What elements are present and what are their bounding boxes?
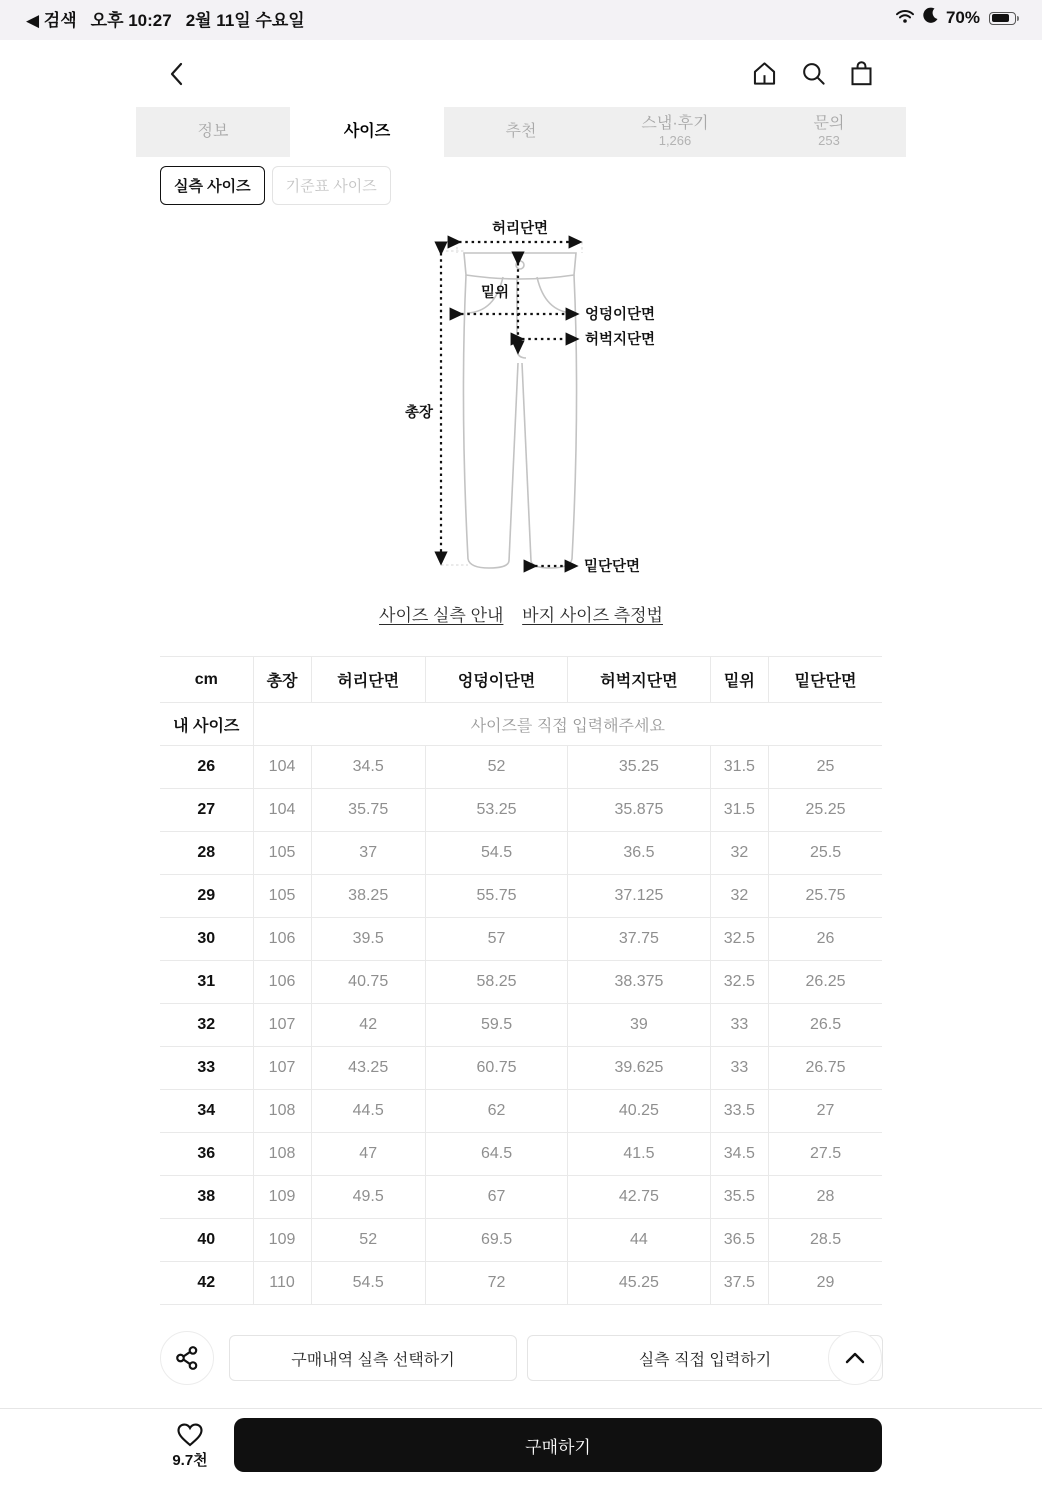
my-size-input-cell[interactable]: 사이즈를 직접 입력해주세요 <box>253 703 882 746</box>
measurement-cell: 25 <box>769 746 882 789</box>
label-hip: 엉덩이단면 <box>585 307 656 323</box>
measurement-cell: 53.25 <box>425 789 567 832</box>
back-to-app-label[interactable]: ◀ 검색 <box>26 10 77 30</box>
header-unit-cell: cm <box>160 657 253 703</box>
size-cell: 28 <box>160 832 253 875</box>
table-row[interactable] <box>160 832 882 875</box>
tab-bar <box>136 107 906 157</box>
header-cell: 허벅지단면 <box>568 657 710 703</box>
like-button[interactable] <box>162 1420 218 1470</box>
tab-recommend[interactable]: 추천 <box>505 122 537 140</box>
label-length: 총장 <box>404 405 434 421</box>
measurement-cell: 39 <box>568 1004 710 1047</box>
share-button[interactable] <box>160 1331 214 1385</box>
measurement-cell: 55.75 <box>425 875 567 918</box>
measurement-cell: 31.5 <box>710 746 768 789</box>
measurement-cell: 35.875 <box>568 789 710 832</box>
table-row[interactable] <box>160 1090 882 1133</box>
battery-icon <box>989 12 1016 25</box>
tab-inquiry[interactable]: 문의 253 <box>813 115 845 148</box>
measurement-cell: 108 <box>253 1133 311 1176</box>
measurement-cell: 32.5 <box>710 918 768 961</box>
select-purchase-measure-button[interactable]: 구매내역 실측 선택하기 <box>229 1335 517 1381</box>
chevron-up-icon <box>844 1351 866 1365</box>
measurement-cell: 33.5 <box>710 1090 768 1133</box>
my-size-row[interactable] <box>160 703 882 746</box>
battery-percent: 70% <box>945 8 980 27</box>
measurement-cell: 32.5 <box>710 961 768 1004</box>
measurement-cell: 45.25 <box>568 1262 710 1305</box>
cart-bag-icon[interactable] <box>849 60 874 87</box>
table-row[interactable] <box>160 1176 882 1219</box>
top-navbar <box>136 40 906 107</box>
size-cell: 36 <box>160 1133 253 1176</box>
link-pants-howto[interactable]: 바지 사이즈 측정법 <box>522 606 663 625</box>
review-count: 1,266 <box>658 132 692 148</box>
measurement-cell: 36.5 <box>710 1219 768 1262</box>
measurement-cell: 109 <box>253 1219 311 1262</box>
measurement-cell: 105 <box>253 832 311 875</box>
measurement-cell: 28 <box>769 1176 882 1219</box>
header-cell: 허리단면 <box>311 657 425 703</box>
search-icon[interactable] <box>800 60 827 87</box>
label-waist: 허리단면 <box>491 221 549 237</box>
measurement-cell: 69.5 <box>425 1219 567 1262</box>
status-time: 오후 10:27 <box>90 10 172 30</box>
label-thigh: 허벅지단면 <box>585 332 656 348</box>
measurement-cell: 107 <box>253 1004 311 1047</box>
measurement-cell: 109 <box>253 1176 311 1219</box>
table-row[interactable] <box>160 789 882 832</box>
table-row[interactable] <box>160 918 882 961</box>
action-row <box>160 1331 882 1385</box>
app-window <box>136 40 906 1472</box>
measurement-cell: 38.25 <box>311 875 425 918</box>
buy-button[interactable]: 구매하기 <box>234 1418 882 1472</box>
measurement-cell: 32 <box>710 832 768 875</box>
measurement-cell: 43.25 <box>311 1047 425 1090</box>
measurement-cell: 57 <box>425 918 567 961</box>
measurement-cell: 41.5 <box>568 1133 710 1176</box>
measurement-cell: 28.5 <box>769 1219 882 1262</box>
label-rise: 밑위 <box>480 285 509 301</box>
my-size-label-cell: 내 사이즈 <box>160 703 253 746</box>
measurement-cell: 38.375 <box>568 961 710 1004</box>
measurement-cell: 25.5 <box>769 832 882 875</box>
measurement-cell: 54.5 <box>425 832 567 875</box>
size-cell: 38 <box>160 1176 253 1219</box>
size-guide-links <box>136 601 906 626</box>
measurement-cell: 52 <box>311 1219 425 1262</box>
measurement-cell: 42.75 <box>568 1176 710 1219</box>
measurement-cell: 25.75 <box>769 875 882 918</box>
measurement-cell: 40.25 <box>568 1090 710 1133</box>
measurement-cell: 47 <box>311 1133 425 1176</box>
measurement-cell: 39.625 <box>568 1047 710 1090</box>
measurement-cell: 37.125 <box>568 875 710 918</box>
measurement-cell: 26.25 <box>769 961 882 1004</box>
measurement-cell: 40.75 <box>311 961 425 1004</box>
enter-measure-directly-button[interactable]: 실측 직접 입력하기 <box>527 1335 883 1381</box>
measurement-cell: 26.75 <box>769 1047 882 1090</box>
measurement-cell: 106 <box>253 961 311 1004</box>
measurement-cell: 104 <box>253 746 311 789</box>
measurement-cell: 33 <box>710 1047 768 1090</box>
measurement-cell: 107 <box>253 1047 311 1090</box>
measurement-cell: 44 <box>568 1219 710 1262</box>
pants-measure-diagram <box>136 213 906 585</box>
measurement-cell: 64.5 <box>425 1133 567 1176</box>
link-measure-guide[interactable]: 사이즈 실측 안내 <box>379 606 504 625</box>
scroll-to-top-button[interactable] <box>828 1331 882 1385</box>
measurement-cell: 60.75 <box>425 1047 567 1090</box>
measurement-cell: 67 <box>425 1176 567 1219</box>
measurement-cell: 35.25 <box>568 746 710 789</box>
size-cell: 31 <box>160 961 253 1004</box>
measurement-cell: 36.5 <box>568 832 710 875</box>
header-cell: 엉덩이단면 <box>425 657 567 703</box>
measurement-cell: 34.5 <box>311 746 425 789</box>
measurement-cell: 27 <box>769 1090 882 1133</box>
share-icon <box>174 1345 200 1371</box>
back-button[interactable] <box>166 61 188 87</box>
inquiry-count: 253 <box>818 132 840 148</box>
size-cell: 27 <box>160 789 253 832</box>
measurement-cell: 34.5 <box>710 1133 768 1176</box>
measurement-cell: 44.5 <box>311 1090 425 1133</box>
size-table <box>160 656 882 1305</box>
table-header-row <box>160 657 882 703</box>
measurement-cell: 39.5 <box>311 918 425 961</box>
measurement-cell: 37 <box>311 832 425 875</box>
status-date: 2월 11일 수요일 <box>185 10 305 30</box>
size-cell: 32 <box>160 1004 253 1047</box>
header-cell: 밑단단면 <box>769 657 882 703</box>
measurement-cell: 62 <box>425 1090 567 1133</box>
measurement-cell: 54.5 <box>311 1262 425 1305</box>
size-cell: 30 <box>160 918 253 961</box>
measurement-cell: 58.25 <box>425 961 567 1004</box>
measurement-cell: 32 <box>710 875 768 918</box>
measurement-cell: 52 <box>425 746 567 789</box>
measurement-cell: 37.5 <box>710 1262 768 1305</box>
table-row[interactable] <box>160 1004 882 1047</box>
size-cell: 29 <box>160 875 253 918</box>
table-row[interactable] <box>160 1047 882 1090</box>
tab-snap-reviews[interactable]: 스냅·후기 1,266 <box>641 115 709 148</box>
measurement-cell: 104 <box>253 789 311 832</box>
measurement-cell: 26 <box>769 918 882 961</box>
measurement-cell: 35.75 <box>311 789 425 832</box>
table-row[interactable] <box>160 1219 882 1262</box>
tab-info[interactable]: 정보 <box>197 122 229 140</box>
table-row[interactable] <box>160 746 882 789</box>
size-cell: 33 <box>160 1047 253 1090</box>
size-cell: 40 <box>160 1219 253 1262</box>
measurement-cell: 35.5 <box>710 1176 768 1219</box>
measurement-cell: 105 <box>253 875 311 918</box>
home-icon[interactable] <box>751 60 778 87</box>
measurement-cell: 42 <box>311 1004 425 1047</box>
measurement-cell: 72 <box>425 1262 567 1305</box>
heart-icon <box>175 1420 205 1448</box>
table-row[interactable] <box>160 961 882 1004</box>
size-table-body <box>160 657 882 1305</box>
status-bar <box>0 0 1042 40</box>
chip-standard-size[interactable]: 기준표 사이즈 <box>272 166 391 205</box>
measurement-cell: 106 <box>253 918 311 961</box>
wifi-icon <box>895 8 915 29</box>
tab-size[interactable]: 사이즈 <box>290 107 444 157</box>
measurement-cell: 29 <box>769 1262 882 1305</box>
size-cell: 42 <box>160 1262 253 1305</box>
table-row[interactable] <box>160 1262 882 1305</box>
size-type-switcher <box>136 157 906 207</box>
measurement-cell: 31.5 <box>710 789 768 832</box>
label-hem: 밑단단면 <box>584 559 641 575</box>
dark-mode-moon-icon <box>922 7 939 29</box>
purchase-footer <box>136 1409 906 1472</box>
like-count: 9.7천 <box>172 1452 208 1469</box>
size-cell: 34 <box>160 1090 253 1133</box>
header-cell: 밑위 <box>710 657 768 703</box>
measurement-cell: 26.5 <box>769 1004 882 1047</box>
measurement-cell: 108 <box>253 1090 311 1133</box>
measurement-cell: 25.25 <box>769 789 882 832</box>
measurement-cell: 37.75 <box>568 918 710 961</box>
measurement-cell: 33 <box>710 1004 768 1047</box>
chip-measured-size[interactable]: 실측 사이즈 <box>160 166 265 205</box>
header-cell: 총장 <box>253 657 311 703</box>
measurement-cell: 110 <box>253 1262 311 1305</box>
table-row[interactable] <box>160 875 882 918</box>
measurement-cell: 49.5 <box>311 1176 425 1219</box>
measurement-cell: 27.5 <box>769 1133 882 1176</box>
table-row[interactable] <box>160 1133 882 1176</box>
size-cell: 26 <box>160 746 253 789</box>
measurement-cell: 59.5 <box>425 1004 567 1047</box>
